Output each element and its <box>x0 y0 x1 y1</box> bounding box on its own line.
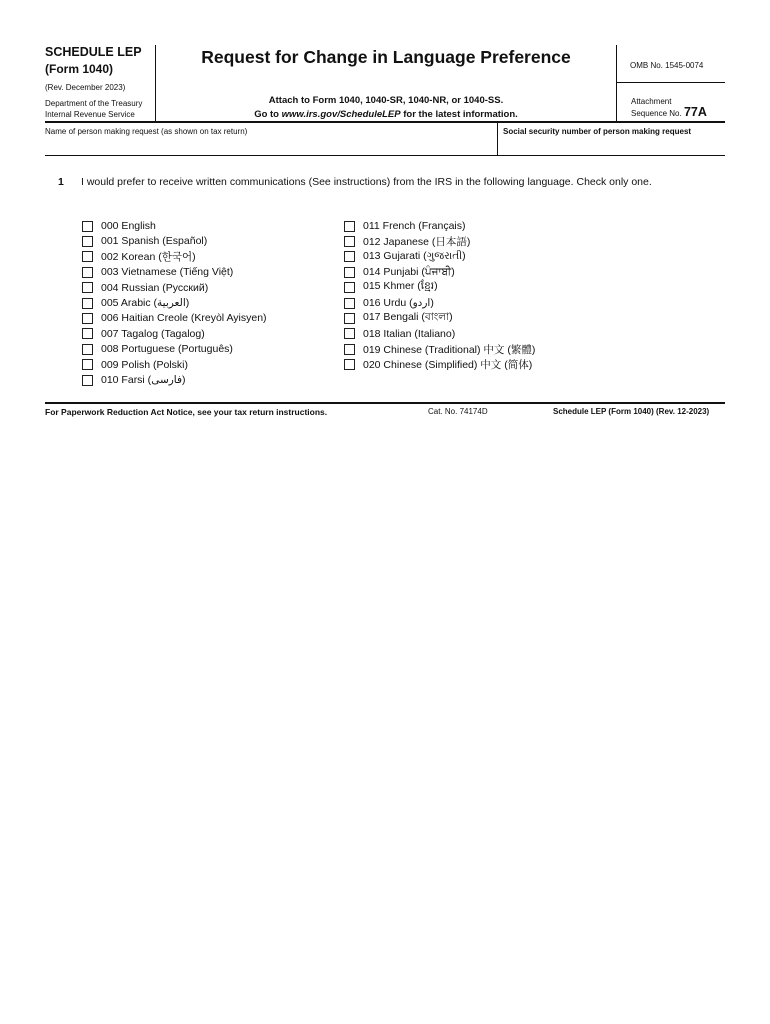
language-checkbox[interactable] <box>344 328 355 339</box>
language-label: 001 Spanish (Español) <box>101 235 208 248</box>
language-checkbox[interactable] <box>344 298 355 309</box>
language-label: 003 Vietnamese (Tiếng Việt) <box>101 266 234 279</box>
language-label: 008 Portuguese (Português) <box>101 343 233 356</box>
language-option[interactable] <box>82 281 208 295</box>
language-label: 005 Arabic (العربية) <box>101 297 190 309</box>
language-option[interactable] <box>344 219 466 233</box>
language-checkbox[interactable] <box>82 328 93 339</box>
language-option[interactable] <box>82 219 156 233</box>
language-checkbox[interactable] <box>82 344 93 355</box>
language-option[interactable] <box>344 281 438 295</box>
language-checkbox[interactable] <box>344 313 355 324</box>
language-option[interactable] <box>82 311 267 325</box>
form-revision-footer: Schedule LEP (Form 1040) (Rev. 12-2023) <box>553 407 710 416</box>
department-line-2: Internal Revenue Service <box>45 110 135 119</box>
language-option[interactable] <box>344 250 466 264</box>
language-label: 004 Russian (Pусский) <box>101 281 209 294</box>
language-label: 011 French (Français) <box>363 220 466 232</box>
language-label: 013 Gujarati (ગુજરાતી) <box>363 250 466 263</box>
language-option[interactable] <box>344 311 453 325</box>
language-option[interactable] <box>82 250 196 264</box>
language-label: 007 Tagalog (Tagalog) <box>101 327 205 340</box>
language-option[interactable] <box>344 342 535 356</box>
department <box>45 98 142 120</box>
omb-number: OMB No. 1545-0074 <box>630 61 704 70</box>
language-checkbox[interactable] <box>82 236 93 247</box>
language-checkbox[interactable] <box>82 267 93 278</box>
line-number: 1 <box>58 176 64 188</box>
form-title: Request for Change in Language Preference <box>201 47 571 67</box>
language-option[interactable] <box>344 327 455 341</box>
name-field-label: Name of person making request (as shown on tax return) <box>45 127 248 136</box>
language-label: 012 Japanese (日本語) <box>363 235 471 248</box>
ssn-field-label: Social security number of person making request <box>503 127 692 136</box>
language-checkbox[interactable] <box>344 267 355 278</box>
language-label: 016 Urdu (اردو) <box>363 297 434 309</box>
omb-divider <box>616 82 725 83</box>
line-1-instruction: I would prefer to receive written communications (See instructions) from the IRS in the following language. Check only one. <box>81 176 652 188</box>
name-ssn-divider <box>497 123 498 156</box>
paperwork-notice: For Paperwork Reduction Act Notice, see your tax return instructions. <box>45 407 328 417</box>
language-option[interactable] <box>82 327 205 341</box>
language-checkbox[interactable] <box>82 221 93 232</box>
language-option[interactable] <box>82 342 233 356</box>
language-label: 000 English <box>101 220 156 232</box>
language-checkbox[interactable] <box>82 282 93 293</box>
language-option[interactable] <box>344 234 470 248</box>
language-checkbox[interactable] <box>344 236 355 247</box>
department-line-1: Department of the Treasury <box>45 99 143 108</box>
language-checkbox[interactable] <box>82 375 93 386</box>
language-label: 009 Polish (Polski) <box>101 358 188 371</box>
attach-instruction: Attach to Form 1040, 1040-SR, 1040-NR, or 1040-SS. <box>268 95 504 106</box>
language-option[interactable] <box>344 265 455 279</box>
sequence-number: 77A <box>683 105 707 119</box>
language-label: 020 Chinese (Simplified) 中文 (简体) <box>363 359 533 372</box>
footer-rule <box>45 402 725 404</box>
language-label: 019 Chinese (Traditional) 中文 (繁體) <box>363 343 536 356</box>
language-checkbox[interactable] <box>82 251 93 262</box>
language-option[interactable] <box>344 358 532 372</box>
header-divider-right <box>616 45 617 121</box>
language-label: 002 Korean (한국어) <box>101 251 196 264</box>
language-option[interactable] <box>82 373 186 387</box>
language-label: 014 Punjabi (ਪੰਜਾਬੀ) <box>363 265 455 278</box>
language-checkbox[interactable] <box>344 359 355 370</box>
catalog-number: Cat. No. 74174D <box>428 407 488 416</box>
language-option[interactable] <box>344 296 434 310</box>
language-checkbox[interactable] <box>344 282 355 293</box>
language-checkbox[interactable] <box>344 344 355 355</box>
fields-bottom-rule <box>45 155 725 156</box>
language-checkbox[interactable] <box>82 359 93 370</box>
language-label: 017 Bengali (বাংলা) <box>363 310 453 323</box>
language-option[interactable] <box>82 234 207 248</box>
language-label: 015 Khmer (ខ្មែរ) <box>363 280 438 293</box>
language-option[interactable] <box>82 358 188 372</box>
attachment-sequence: Attachment Sequence No. 77A <box>631 97 707 119</box>
website-instruction: Go to www.irs.gov/ScheduleLEP for the latest information. <box>254 109 518 120</box>
form-number: (Form 1040) <box>45 62 114 76</box>
name-field[interactable] <box>45 138 497 155</box>
language-option[interactable] <box>82 296 189 310</box>
revision-date: (Rev. December 2023) <box>45 83 126 92</box>
language-checkbox[interactable] <box>82 313 93 324</box>
language-checkbox[interactable] <box>82 298 93 309</box>
header-bottom-rule <box>45 121 725 123</box>
language-checkbox[interactable] <box>344 251 355 262</box>
language-label: 006 Haitian Creole (Kreyòl Ayisyen) <box>101 312 267 325</box>
schedule-name: SCHEDULE LEP <box>45 45 142 59</box>
ssn-field[interactable] <box>503 138 725 155</box>
language-label: 010 Farsi (فارسی) <box>101 374 186 386</box>
language-checkbox[interactable] <box>344 221 355 232</box>
language-label: 018 Italian (Italiano) <box>363 327 456 340</box>
irs-url[interactable]: www.irs.gov/ScheduleLEP <box>281 109 401 120</box>
language-option[interactable] <box>82 265 233 279</box>
